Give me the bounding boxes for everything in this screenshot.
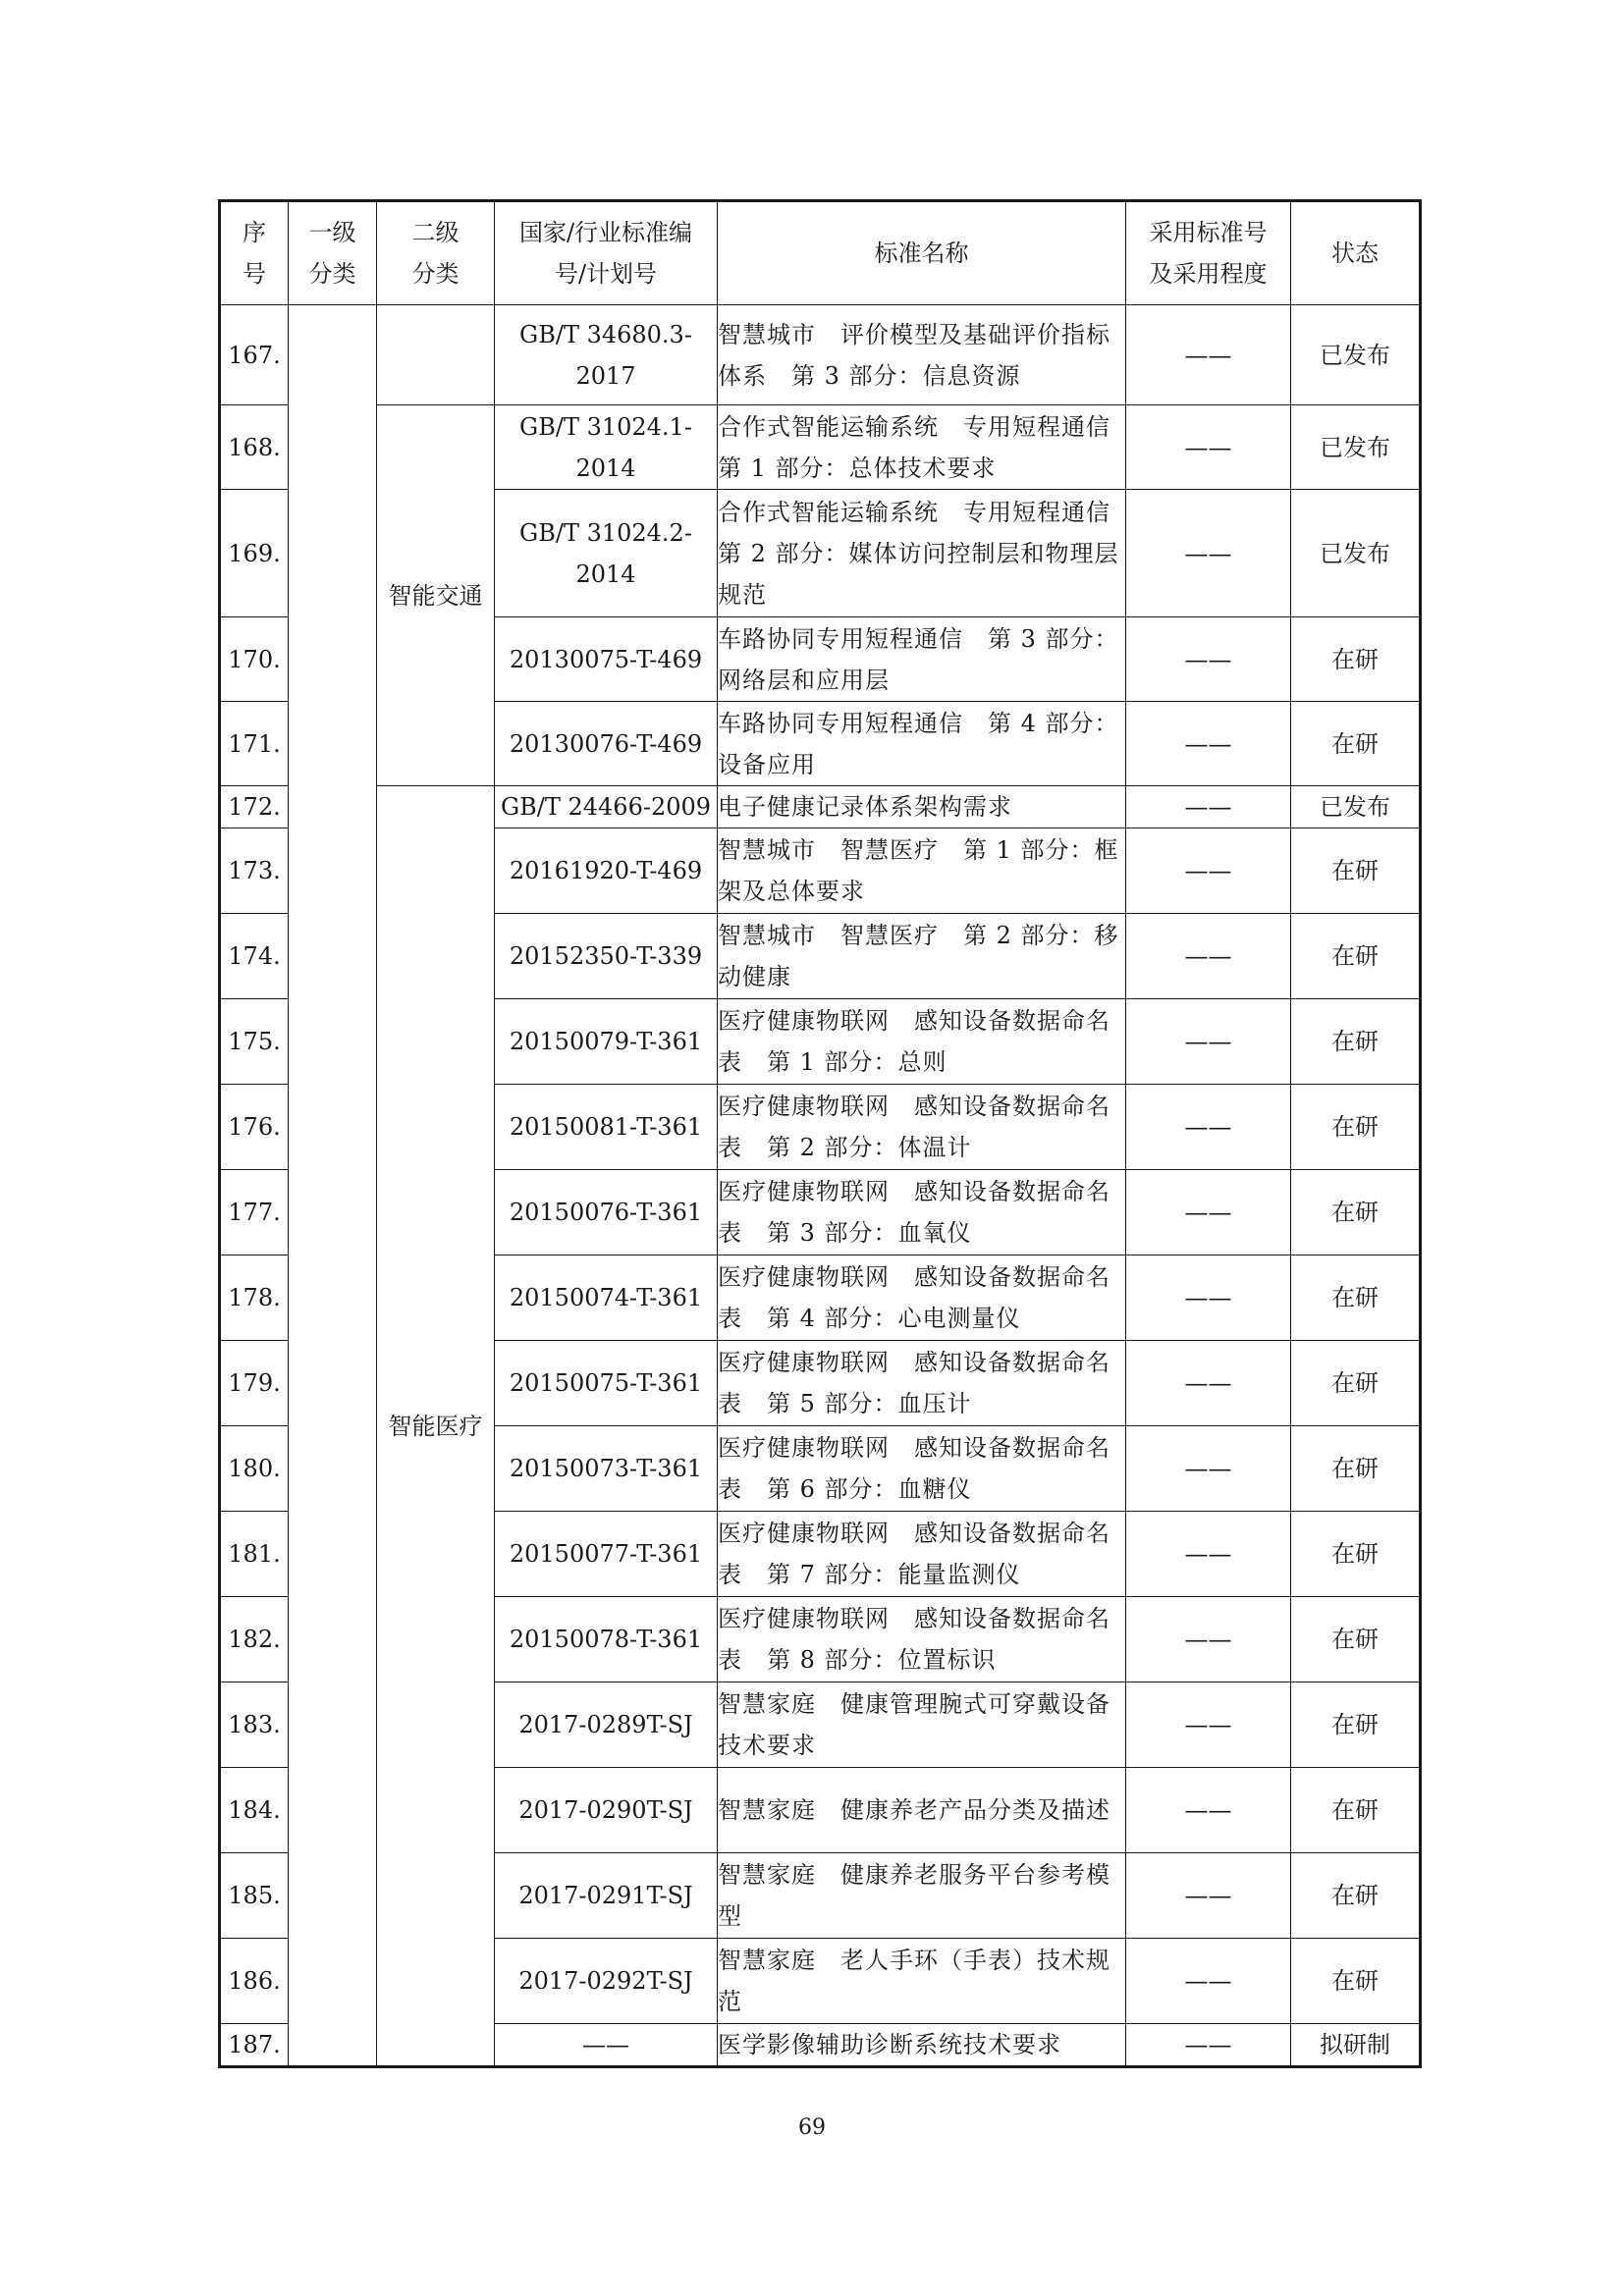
row-name: 智慧城市 智慧医疗 第 1 部分：框架及总体要求 — [718, 828, 1126, 914]
row-adopt: —— — [1126, 617, 1291, 702]
row-seq: 180. — [220, 1426, 289, 1512]
row-code: —— — [495, 2024, 718, 2067]
row-code: GB/T 31024.1-2014 — [495, 405, 718, 490]
row-name: 医疗健康物联网 感知设备数据命名表 第 4 部分：心电测量仪 — [718, 1255, 1126, 1341]
row-seq: 178. — [220, 1255, 289, 1341]
row-name: 医疗健康物联网 感知设备数据命名表 第 7 部分：能量监测仪 — [718, 1512, 1126, 1597]
level2-cell-traffic: 智能交通 — [377, 405, 495, 786]
row-name: 车路协同专用短程通信 第 4 部分：设备应用 — [718, 702, 1126, 786]
row-status: 在研 — [1291, 1512, 1421, 1597]
row-adopt: —— — [1126, 1939, 1291, 2024]
row-seq: 176. — [220, 1085, 289, 1170]
table-header-row — [220, 201, 1421, 305]
row-seq: 168. — [220, 405, 289, 490]
header-level2: 二级分类 — [377, 201, 495, 305]
row-adopt: —— — [1126, 305, 1291, 405]
row-status: 在研 — [1291, 1597, 1421, 1682]
row-name: 医疗健康物联网 感知设备数据命名表 第 6 部分：血糖仪 — [718, 1426, 1126, 1512]
row-seq: 169. — [220, 490, 289, 617]
row-adopt: —— — [1126, 1255, 1291, 1341]
row-adopt: —— — [1126, 1512, 1291, 1597]
row-adopt: —— — [1126, 914, 1291, 999]
row-status: 已发布 — [1291, 786, 1421, 828]
row-adopt: —— — [1126, 999, 1291, 1085]
row-name: 医疗健康物联网 感知设备数据命名表 第 8 部分：位置标识 — [718, 1597, 1126, 1682]
header-adopt: 采用标准号及采用程度 — [1126, 201, 1291, 305]
row-code: 20150073-T-361 — [495, 1426, 718, 1512]
row-seq: 167. — [220, 305, 289, 405]
header-seq: 序号 — [220, 201, 289, 305]
row-seq: 183. — [220, 1682, 289, 1768]
row-name: 智慧城市 智慧医疗 第 2 部分：移动健康 — [718, 914, 1126, 999]
row-status: 在研 — [1291, 1768, 1421, 1853]
row-adopt: —— — [1126, 828, 1291, 914]
row-seq: 170. — [220, 617, 289, 702]
row-seq: 185. — [220, 1853, 289, 1939]
row-code: 20130075-T-469 — [495, 617, 718, 702]
row-status: 在研 — [1291, 702, 1421, 786]
row-adopt: —— — [1126, 1853, 1291, 1939]
row-code: 2017-0291T-SJ — [495, 1853, 718, 1939]
row-status: 在研 — [1291, 1426, 1421, 1512]
row-code: GB/T 34680.3-2017 — [495, 305, 718, 405]
row-code: 20150078-T-361 — [495, 1597, 718, 1682]
row-adopt: —— — [1126, 2024, 1291, 2067]
row-status: 已发布 — [1291, 305, 1421, 405]
row-name: 智慧家庭 健康养老产品分类及描述 — [718, 1768, 1126, 1853]
row-status: 在研 — [1291, 999, 1421, 1085]
standards-table — [218, 199, 1422, 2068]
row-name: 智慧家庭 健康养老服务平台参考模型 — [718, 1853, 1126, 1939]
row-status: 在研 — [1291, 1939, 1421, 2024]
row-seq: 182. — [220, 1597, 289, 1682]
row-status: 在研 — [1291, 1085, 1421, 1170]
row-adopt: —— — [1126, 405, 1291, 490]
row-adopt: —— — [1126, 1085, 1291, 1170]
table-row — [220, 405, 1421, 490]
row-code: 2017-0289T-SJ — [495, 1682, 718, 1768]
row-status: 在研 — [1291, 1170, 1421, 1255]
row-code: 20161920-T-469 — [495, 828, 718, 914]
row-code: GB/T 24466-2009 — [495, 786, 718, 828]
row-name: 医疗健康物联网 感知设备数据命名表 第 2 部分：体温计 — [718, 1085, 1126, 1170]
table-row — [220, 305, 1421, 405]
row-name: 医疗健康物联网 感知设备数据命名表 第 3 部分：血氧仪 — [718, 1170, 1126, 1255]
row-code: 2017-0292T-SJ — [495, 1939, 718, 2024]
row-seq: 177. — [220, 1170, 289, 1255]
row-seq: 172. — [220, 786, 289, 828]
level1-cell — [289, 305, 377, 2067]
row-seq: 184. — [220, 1768, 289, 1853]
row-status: 在研 — [1291, 1853, 1421, 1939]
row-status: 已发布 — [1291, 405, 1421, 490]
row-code: GB/T 31024.2-2014 — [495, 490, 718, 617]
row-seq: 179. — [220, 1341, 289, 1426]
header-code: 国家/行业标准编号/计划号 — [495, 201, 718, 305]
row-code: 20150081-T-361 — [495, 1085, 718, 1170]
row-status: 在研 — [1291, 1682, 1421, 1768]
row-name: 智慧城市 评价模型及基础评价指标体系 第 3 部分：信息资源 — [718, 305, 1126, 405]
row-adopt: —— — [1126, 702, 1291, 786]
row-status: 在研 — [1291, 1255, 1421, 1341]
row-seq: 186. — [220, 1939, 289, 2024]
level2-cell-medical: 智能医疗 — [377, 786, 495, 2067]
row-adopt: —— — [1126, 1426, 1291, 1512]
row-seq: 175. — [220, 999, 289, 1085]
row-name: 合作式智能运输系统 专用短程通信 第 1 部分：总体技术要求 — [718, 405, 1126, 490]
row-code: 20150076-T-361 — [495, 1170, 718, 1255]
row-name: 医疗健康物联网 感知设备数据命名表 第 1 部分：总则 — [718, 999, 1126, 1085]
row-adopt: —— — [1126, 1768, 1291, 1853]
row-name: 车路协同专用短程通信 第 3 部分：网络层和应用层 — [718, 617, 1126, 702]
row-code: 20150079-T-361 — [495, 999, 718, 1085]
row-status: 已发布 — [1291, 490, 1421, 617]
row-code: 20150075-T-361 — [495, 1341, 718, 1426]
row-adopt: —— — [1126, 1341, 1291, 1426]
row-status: 拟研制 — [1291, 2024, 1421, 2067]
page-number: 69 — [798, 2115, 826, 2140]
row-status: 在研 — [1291, 914, 1421, 999]
header-status: 状态 — [1291, 201, 1421, 305]
header-level1: 一级分类 — [289, 201, 377, 305]
table-row — [220, 786, 1421, 828]
row-code: 20150077-T-361 — [495, 1512, 718, 1597]
row-adopt: —— — [1126, 490, 1291, 617]
row-name: 医疗健康物联网 感知设备数据命名表 第 5 部分：血压计 — [718, 1341, 1126, 1426]
row-seq: 171. — [220, 702, 289, 786]
row-name: 电子健康记录体系架构需求 — [718, 786, 1126, 828]
row-adopt: —— — [1126, 1597, 1291, 1682]
row-name: 智慧家庭 老人手环（手表）技术规范 — [718, 1939, 1126, 2024]
row-seq: 187. — [220, 2024, 289, 2067]
row-status: 在研 — [1291, 1341, 1421, 1426]
row-name: 合作式智能运输系统 专用短程通信 第 2 部分：媒体访问控制层和物理层规范 — [718, 490, 1126, 617]
row-name: 医学影像辅助诊断系统技术要求 — [718, 2024, 1126, 2067]
row-status: 在研 — [1291, 617, 1421, 702]
row-adopt: —— — [1126, 1682, 1291, 1768]
row-seq: 174. — [220, 914, 289, 999]
row-status: 在研 — [1291, 828, 1421, 914]
row-adopt: —— — [1126, 786, 1291, 828]
row-name: 智慧家庭 健康管理腕式可穿戴设备技术要求 — [718, 1682, 1126, 1768]
row-adopt: —— — [1126, 1170, 1291, 1255]
row-code: 2017-0290T-SJ — [495, 1768, 718, 1853]
level2-cell-empty — [377, 305, 495, 405]
row-code: 20150074-T-361 — [495, 1255, 718, 1341]
row-seq: 173. — [220, 828, 289, 914]
header-name: 标准名称 — [718, 201, 1126, 305]
row-seq: 181. — [220, 1512, 289, 1597]
row-code: 20152350-T-339 — [495, 914, 718, 999]
row-code: 20130076-T-469 — [495, 702, 718, 786]
